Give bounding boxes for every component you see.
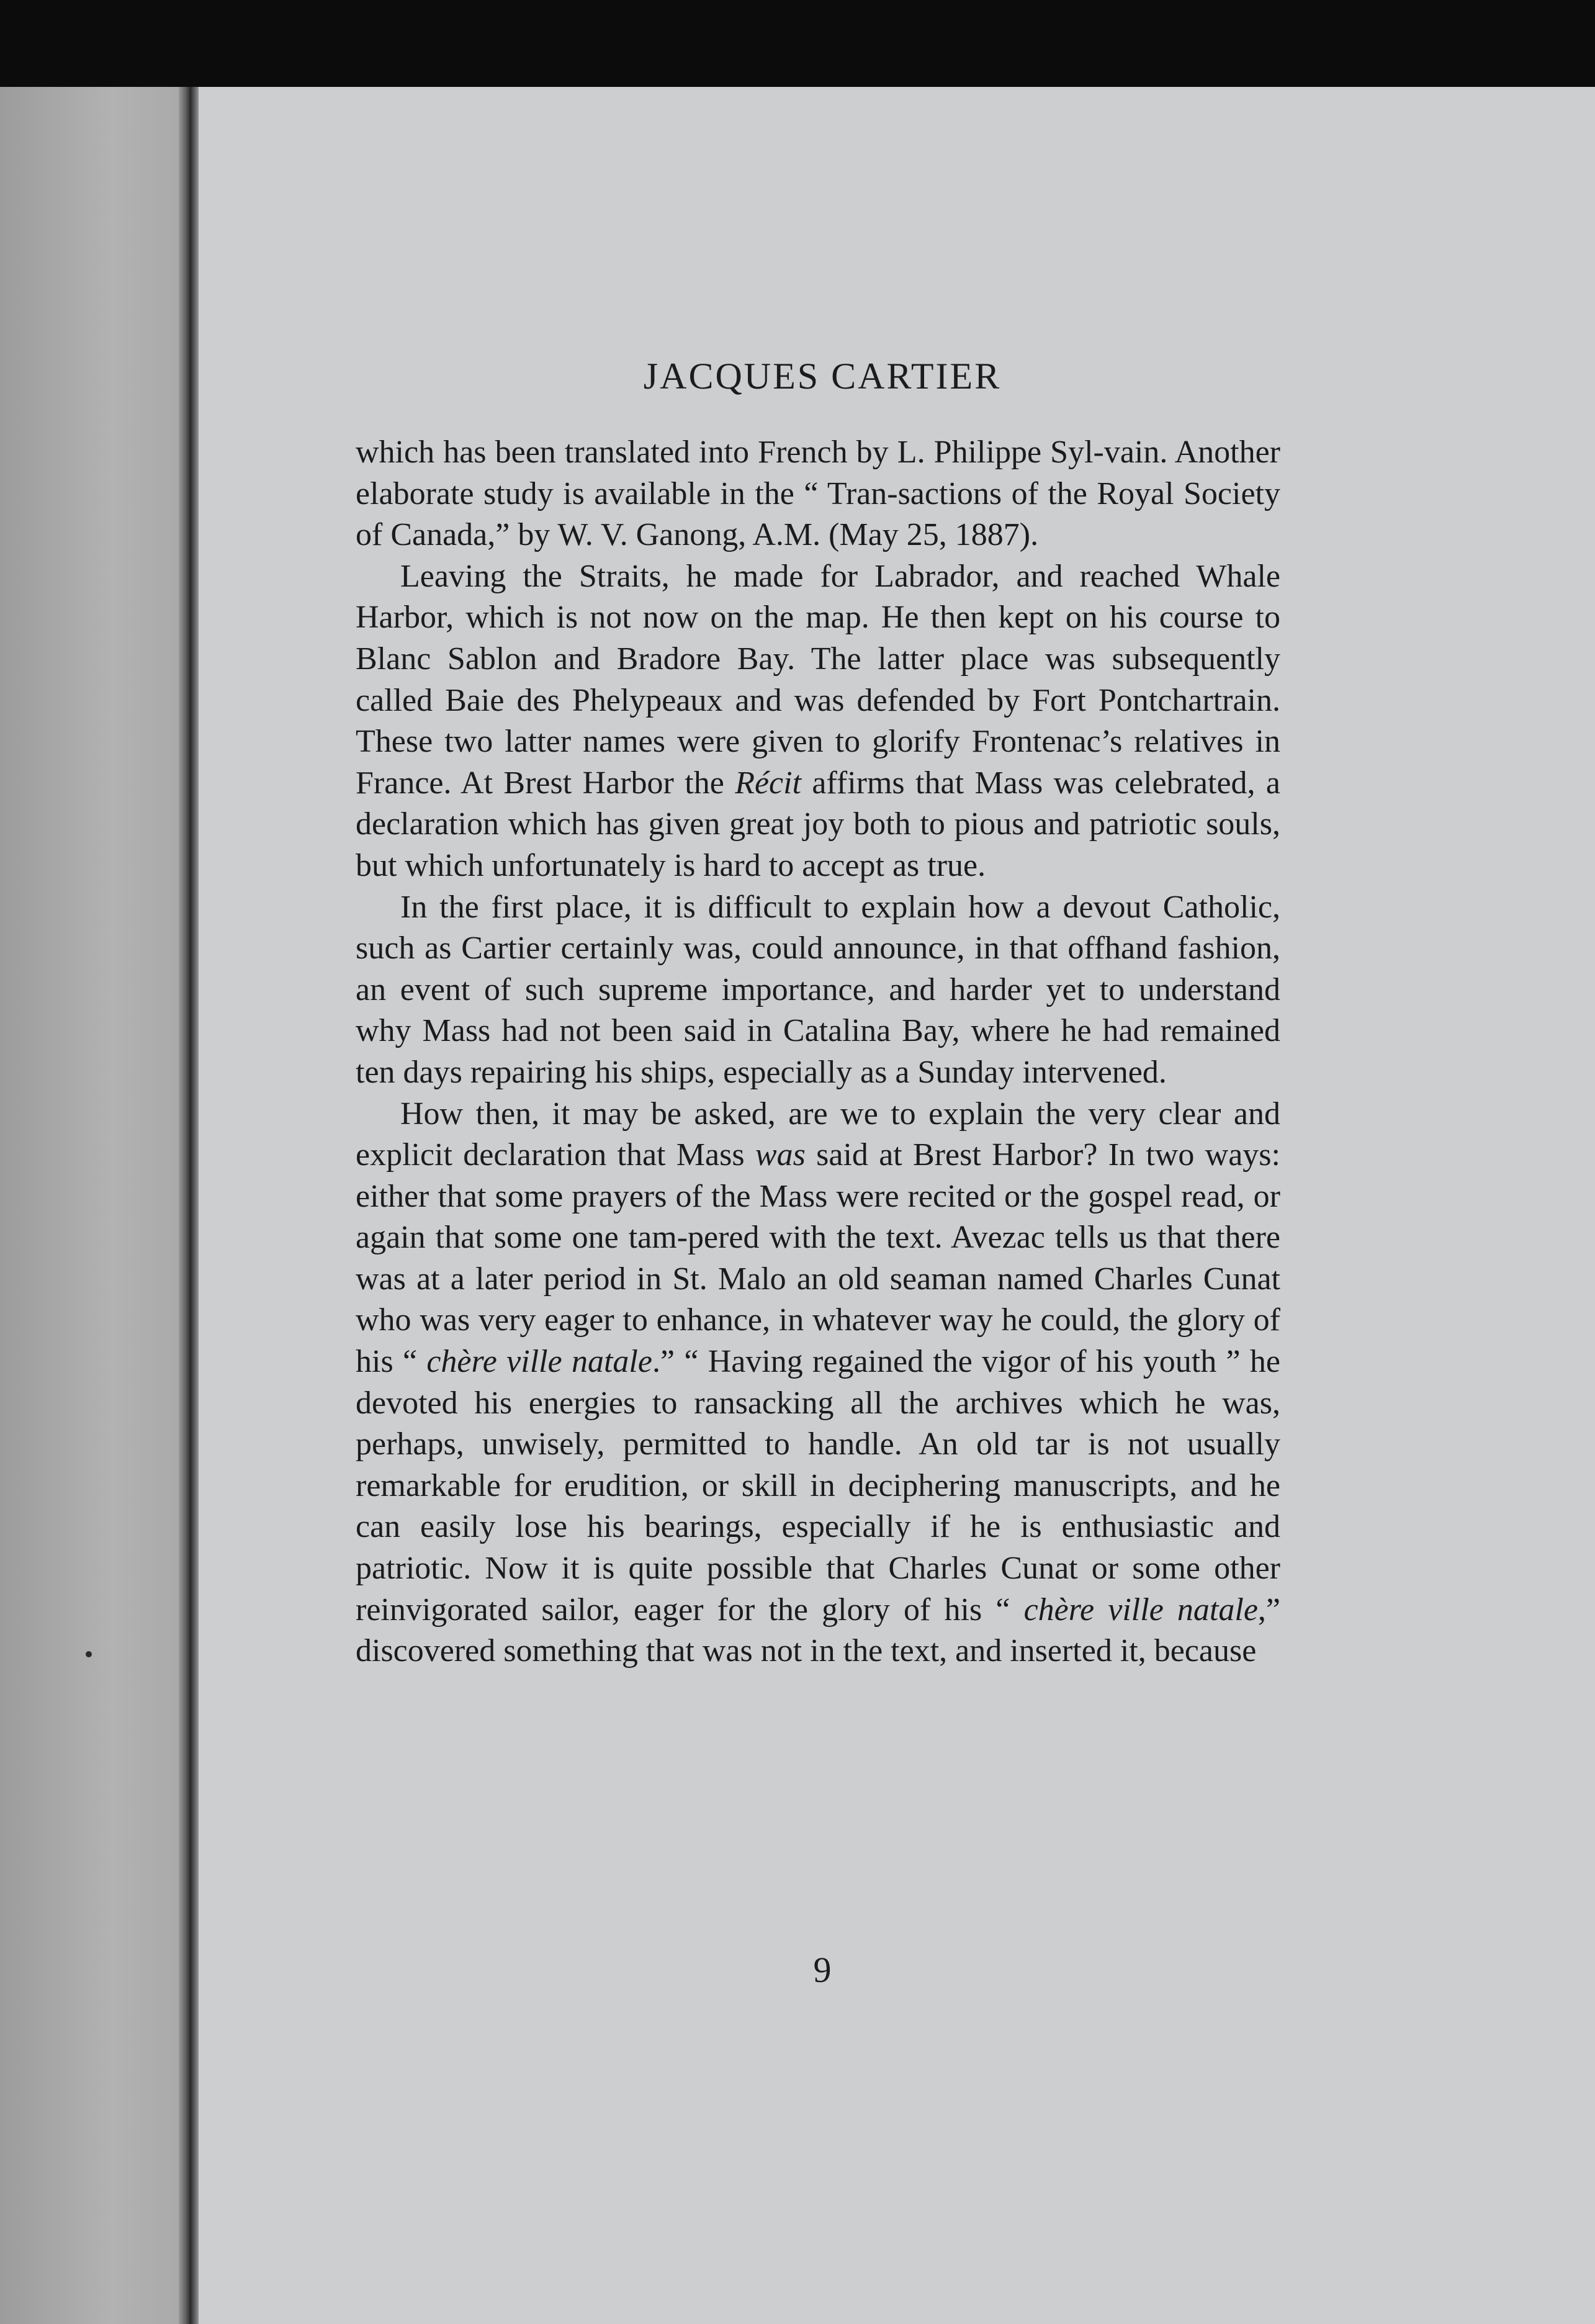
text-run: affirms that Mass was celebrated, a declaration which has given great joy both to pious and patriotic souls, but which unfortunately is hard to accept as true. <box>356 765 1281 883</box>
body-text <box>356 432 1280 1672</box>
italic-text: chère ville natale <box>426 1344 652 1380</box>
dust-speck <box>86 1651 92 1657</box>
text-run: said at Brest Harbor? In two ways: either that some prayers of the Mass were recited or the gospel read, or again that some one tam-pered with the text. Avezac tells us that there was at a later period in St. Malo an old seaman named Charles Cunat who was very eager to enhance, in whatever way he could, the glory of his “ <box>356 1137 1280 1380</box>
text-run: How then, it may be asked, are we to explain the very clear and explicit declaration that Mass <box>356 1096 1280 1173</box>
paragraph <box>356 556 1280 887</box>
running-header: JACQUES CARTIER <box>643 356 1002 397</box>
facing-page-edge <box>0 87 186 2324</box>
paragraph <box>356 432 1280 556</box>
text-run: ,” discovered something that was not in the text, and inserted it, because <box>356 1592 1280 1669</box>
italic-text: was <box>755 1137 806 1173</box>
text-run: Leaving the Straits, he made for Labrador, and reached Whale Harbor, which is not now on the map. He then kept on his course to Blanc Sablon and Bradore Bay. The latter place was subsequently called Baie des Phelypeaux and was defended by Fort Pontchartrain. These two latter names were given to glorify Frontenac’s relatives in France. At Brest Harbor the <box>356 558 1280 801</box>
scan-top-border <box>0 0 1595 87</box>
text-run: .” “ Having regained the vigor of his youth ” he devoted his energies to ransacking all the archives which he was, perhaps, unwisely, permitted to handle. An old tar is not usually remarkable for erudition, or skill in deciphering manuscripts, and he can easily lose his bearings, especially if he is enthusiastic and patriotic. Now it is quite possible that Charles Cunat or some other reinvigorated sailor, eager for the glory of his “ <box>356 1344 1280 1628</box>
italic-text: Récit <box>735 765 802 801</box>
text-run: In the first place, it is difficult to explain how a devout Catholic, such as Cartier certainly was, could announce, in that offhand fashion, an event of such supreme importance, and harder yet to understand why Mass had not been said in Catalina Bay, where he had remained ten days repairing his ships, especially as a Sunday intervened. <box>356 889 1280 1090</box>
text-run: which has been translated into French by L. Philippe Syl-vain. Another elaborate study is available in the “ Tran-sactions of the Royal Society of Canada,” by W. V. Ganong, A.M. (May 25, 1887). <box>356 435 1280 553</box>
paragraph <box>356 887 1280 1094</box>
paragraph <box>356 1094 1280 1672</box>
page-number: 9 <box>813 1950 832 1990</box>
page <box>199 87 1595 2324</box>
book-gutter <box>179 87 200 2324</box>
italic-text: chère ville natale <box>1023 1592 1258 1628</box>
